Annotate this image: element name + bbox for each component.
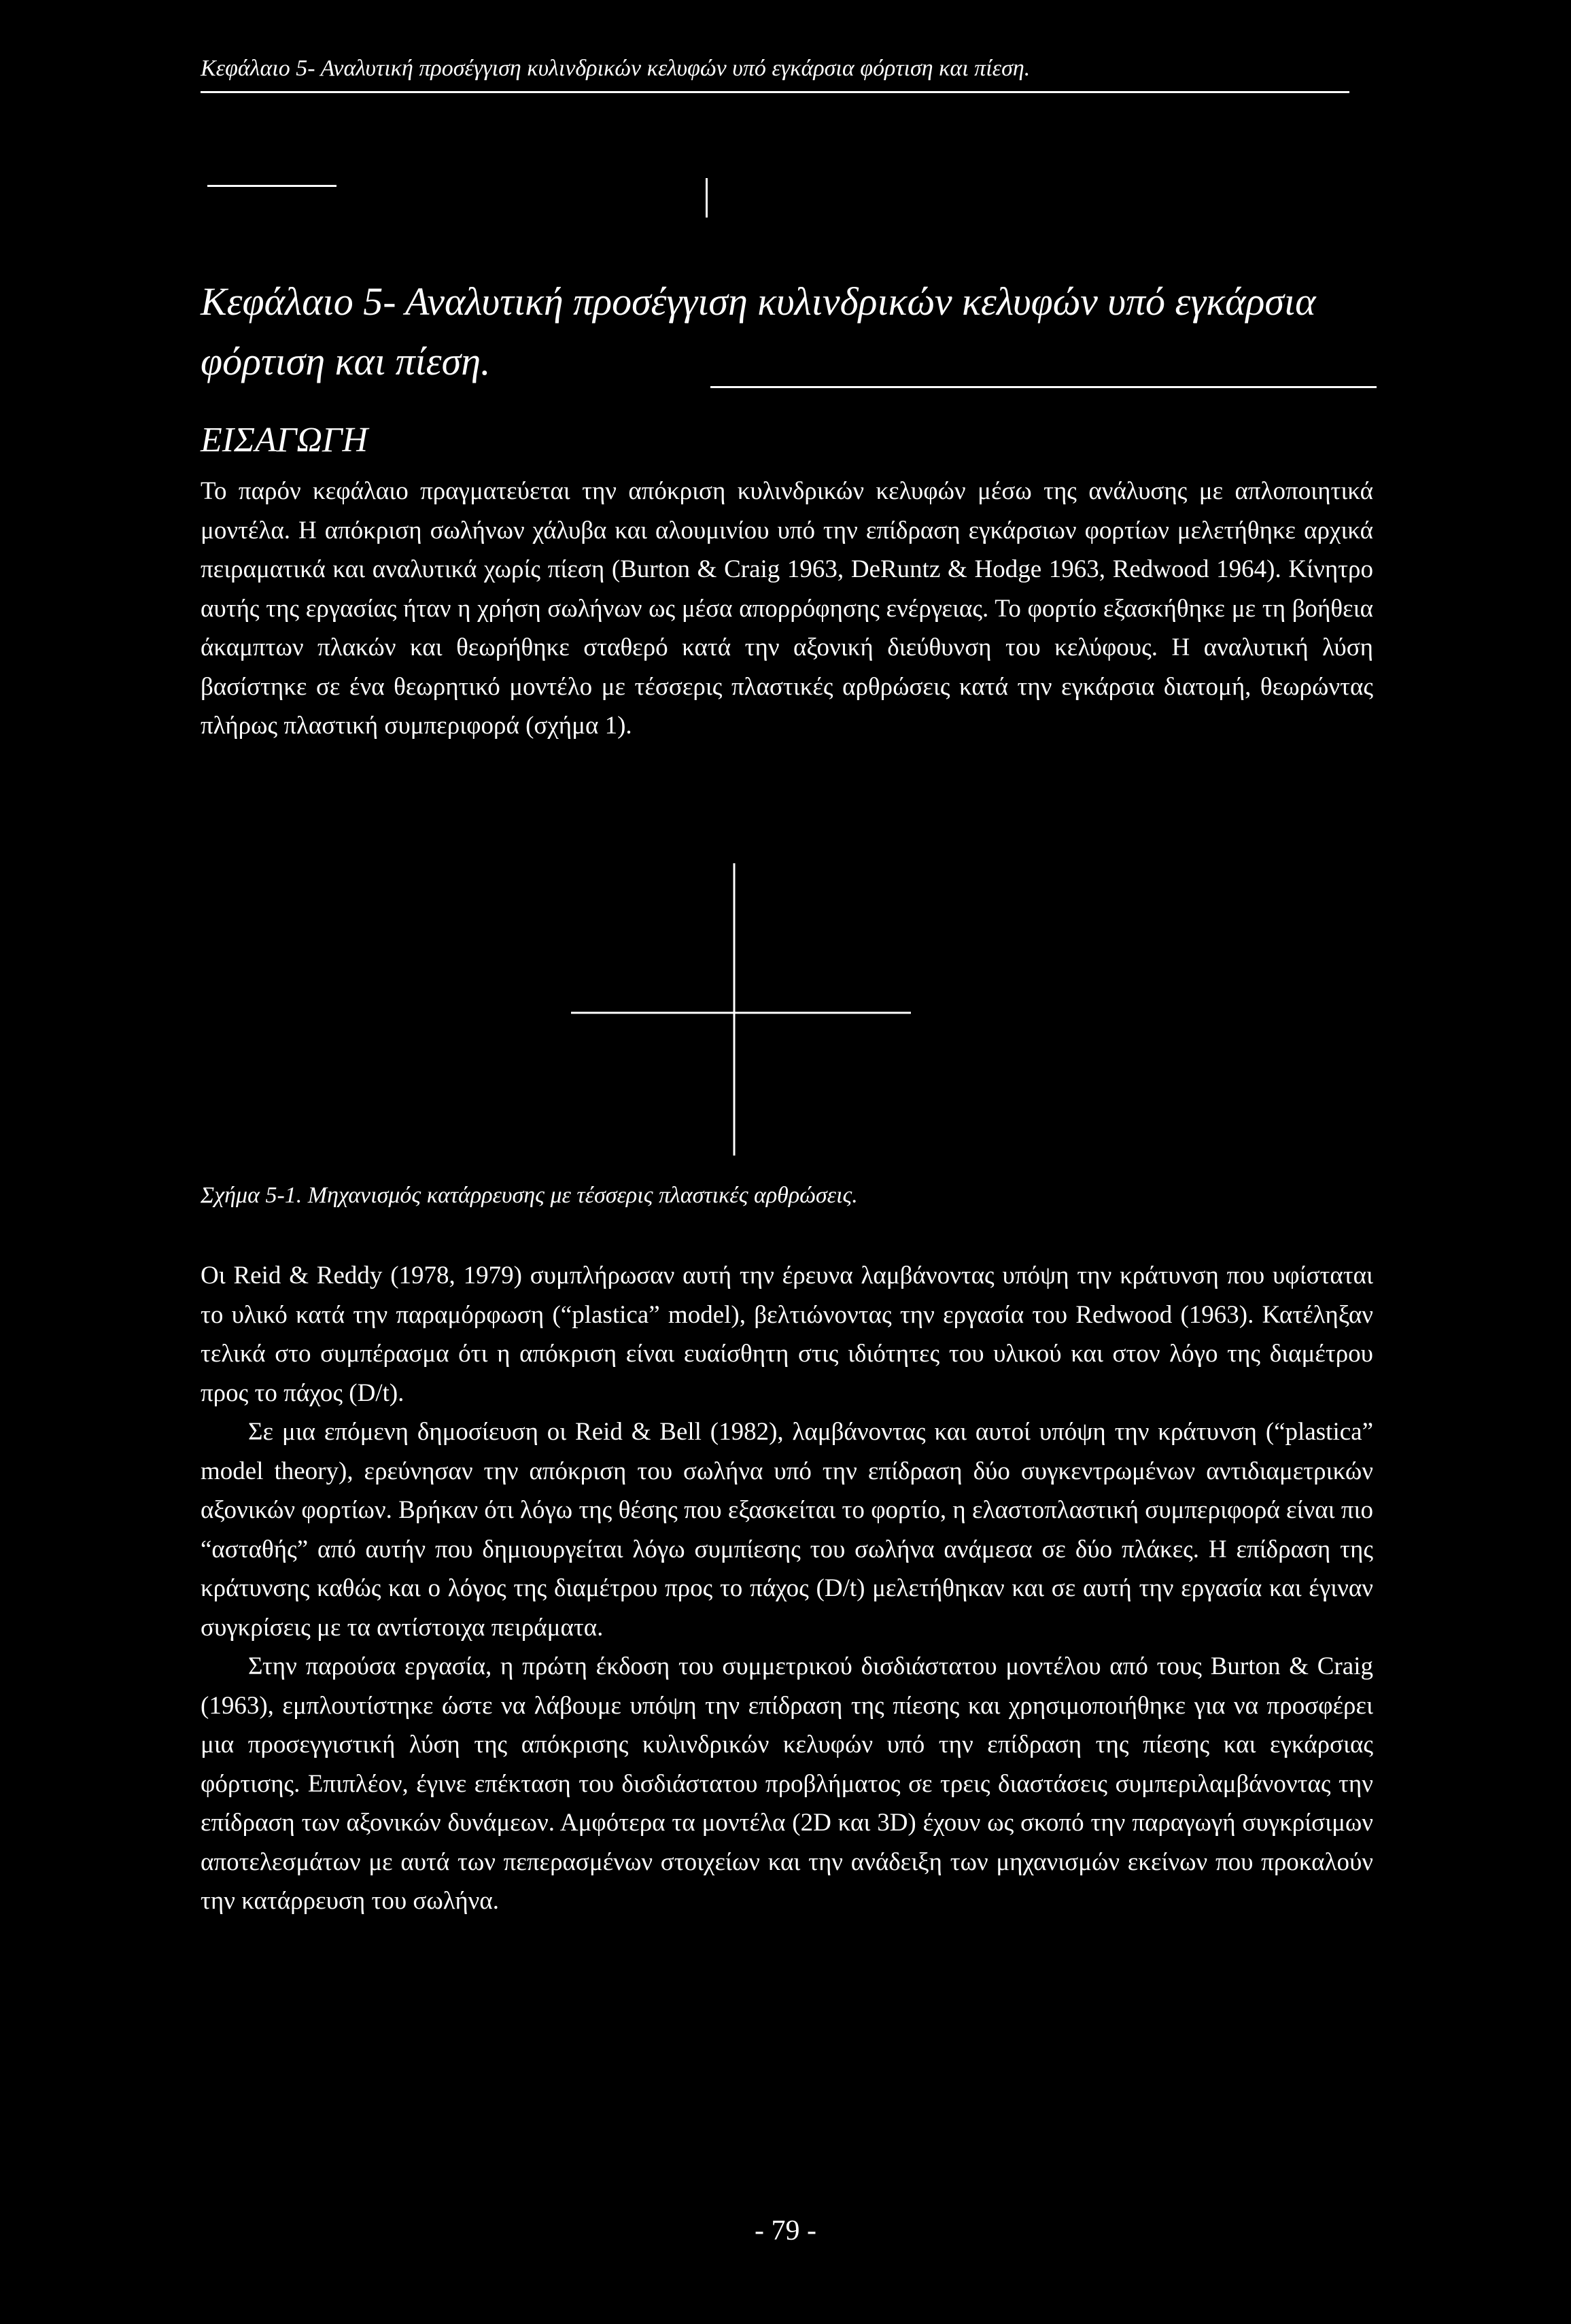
scan-dash-mark [207, 185, 336, 187]
scan-vertical-mark [706, 178, 708, 218]
running-header: Κεφάλαιο 5- Αναλυτική προσέγγιση κυλινδρικών κελυφών υπό εγκάρσια φόρτιση και πίεση. [201, 56, 1031, 81]
body-paragraph: Στην παρούσα εργασία, η πρώτη έκδοση του συμμετρικού δισδιάστατου μοντέλου από τους Burton & Craig (1963), εμπλουτίστηκε ώστε να λάβουμε υπόψη την επίδραση της πίεσης και χρησιμοποιήθηκε για να προσφέρει μια προσεγγιστική λύση της απόκρισης κυλινδρικών κελυφών υπό την επίδραση της πίεσης και εγκάρσιας φόρτισης. Επιπλέον, έγινε επέκταση του δισδιάστατου προβλήματος σε τρεις διαστάσεις συμπεριλαμβάνοντας την επίδραση των αξονικών δυνάμεων. Αμφότερα τα μοντέλα (2D και 3D) έχουν ως σκοπό την παραγωγή συγκρίσιμων αποτελεσμάτων με αυτά των πεπερασμένων στοιχείων και την ανάδειξη των μηχανισμών εκείνων που προκαλούν την κατάρρευση του σωλήνα. [201, 1652, 1373, 1915]
header-rule [201, 91, 1349, 93]
intro-paragraph: Το παρόν κεφάλαιο πραγματεύεται την απόκριση κυλινδρικών κελυφών μέσω της ανάλυσης με απλοποιητικά μοντέλα. Η απόκριση σωλήνων χάλυβα και αλουμινίου υπό την επίδραση εγκάρσιων φορτίων μελετήθηκε αρχικά πειραματικά και αναλυτικά χωρίς πίεση (Burton & Craig 1963, DeRuntz & Hodge 1963, Redwood 1964). Κίνητρο αυτής της εργασίας ήταν η χρήση σωλήνων ως μέσα απορρόφησης ενέργειας. Το φορτίο εξασκήθηκε με τη βοήθεια άκαμπτων πλακών και θεωρήθηκε σταθερό κατά την αξονική διεύθυνση του κελύφους. Η αναλυτική λύση βασίστηκε σε ένα θεωρητικό μοντέλο με τέσσερις πλαστικές αρθρώσεις κατά την εγκάρσια διατομή, θεωρώντας πλήρως πλαστική συμπεριφορά (σχήμα 1). [201, 477, 1373, 740]
section-heading: ΕΙΣΑΓΩΓΗ [201, 421, 368, 459]
chapter-title: Κεφάλαιο 5- Αναλυτική προσέγγιση κυλινδρικών κελυφών υπό εγκάρσια φόρτιση και πίεση. [201, 279, 1316, 383]
page-number: - 79 - [755, 2215, 816, 2247]
title-rule [710, 386, 1377, 388]
body-paragraph: Σε μια επόμενη δημοσίευση οι Reid & Bell (1982), λαμβάνοντας και αυτοί υπόψη την κράτυνση (“plastica” model theory), ερεύνησαν την απόκριση του σωλήνα υπό την επίδραση δύο συγκεντρωμένων αντιδιαμετρικών αξονικών φορτίων. Βρήκαν ότι λόγω της θέσης που εξασκείται το φορτίο, η ελαστοπλαστική συμπεριφορά είναι πιο “ασταθής” από αυτήν που δημιουργείται λόγω συμπίεσης του σωλήνα ανάμεσα σε δύο πλάκες. Η επίδραση της κράτυνσης καθώς και ο λόγος της διαμέτρου προς το πάχος (D/t) μελετήθηκαν και σε αυτή την εργασία και έγιναν συγκρίσεις με τα αντίστοιχα πειράματα. [201, 1418, 1373, 1642]
figure-caption: Σχήμα 5-1. Μηχανισμός κατάρρευσης με τέσσερις πλαστικές αρθρώσεις. [201, 1183, 858, 1208]
body-paragraph: Οι Reid & Reddy (1978, 1979) συμπλήρωσαν αυτή την έρευνα λαμβάνοντας υπόψη την κράτυνση που υφίσταται το υλικό κατά την παραμόρφωση (“plastica” model), βελτιώνοντας την εργασία του Redwood (1963). Κατέληξαν τελικά στο συμπέρασμα ότι η απόκριση είναι ευαίσθητη στις ιδιότητες του υλικού και στον λόγο της διαμέτρου προς το πάχος (D/t). [201, 1262, 1373, 1407]
body-text [201, 1256, 1373, 1921]
